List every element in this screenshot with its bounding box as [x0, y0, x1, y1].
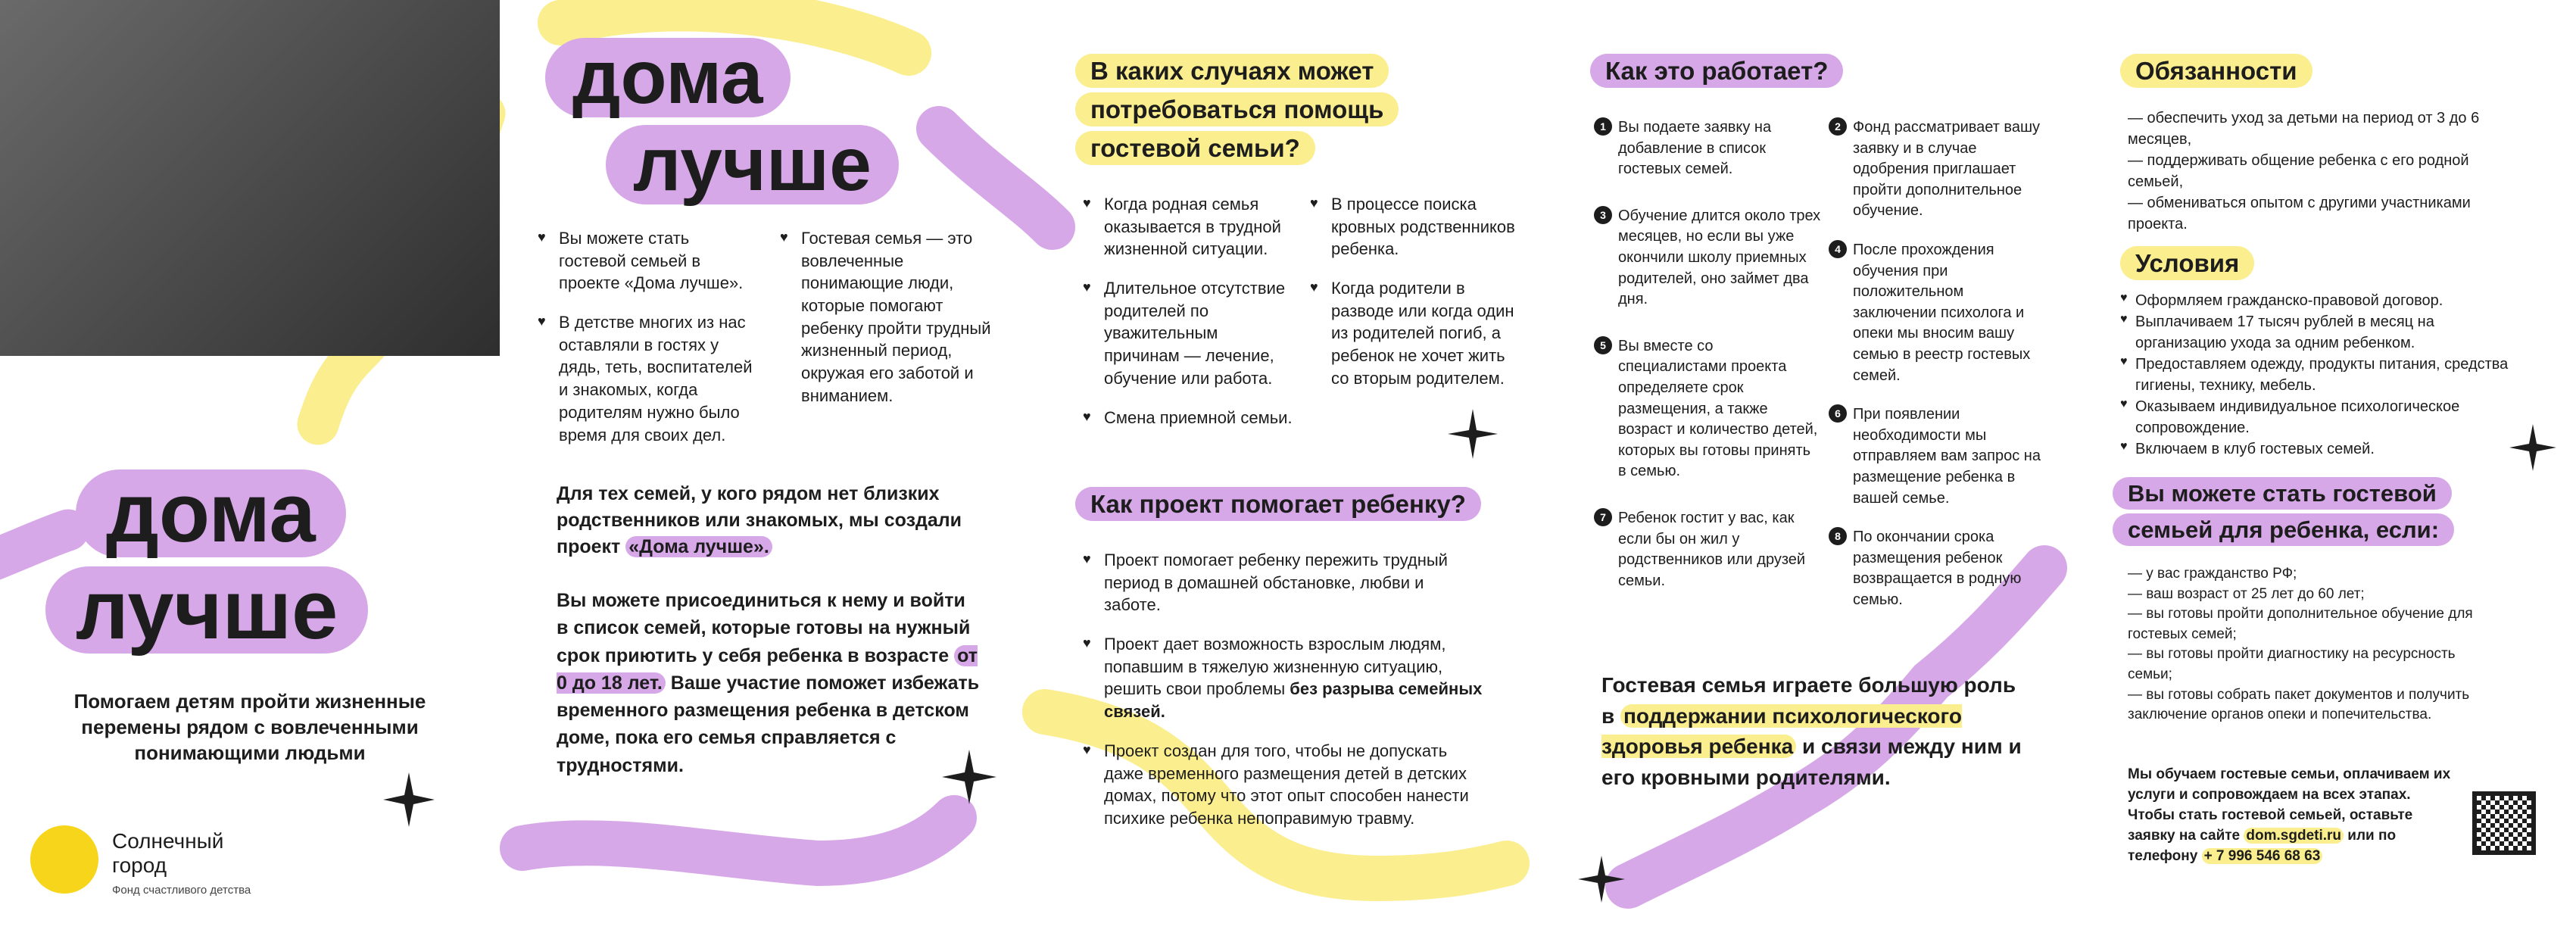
eligible-heading — [2113, 476, 2461, 548]
heart-icon: ♥ — [1310, 195, 1318, 211]
heart-icon: ♥ — [2120, 292, 2128, 304]
tagline: Помогаем детям пройти жизненные перемены рядом с вовлеченными понимающими людьми — [73, 690, 426, 764]
eligible-item: — вы готовы собрать пакет документов и получить заключение органов опеки и попечительства. — [2128, 686, 2470, 723]
duty-item: — обеспечить уход за детьми на период от 3 до 6 месяцев, — [2128, 110, 2480, 148]
case-item — [1083, 193, 1295, 260]
step-item — [1829, 117, 2041, 222]
help-text-bold: без разрыва семейных связей. — [1104, 679, 1483, 722]
sun-logo-icon — [30, 825, 98, 894]
intro-bold-2 — [557, 587, 981, 779]
case-text: В процессе поиска кровных родственников ребенка. — [1331, 195, 1515, 259]
intro-col-right — [780, 227, 1007, 424]
step-text: Вы вместе со специалистами проекта определяете срок размещения, а также возраст и количество детей, которых вы готовы принять в семью. — [1618, 337, 1818, 480]
intro-bold-1 — [557, 481, 981, 560]
brand-title-line2: лучше — [45, 566, 368, 654]
duty-item: — обмениваться опытом с другими участниками проекта. — [2128, 195, 2471, 232]
intro-bold2-highlight: от 0 до 18 лет. — [557, 644, 978, 694]
duty-item: — поддерживать общение ребенка с его родной семьей, — [2128, 152, 2469, 190]
conditions-heading — [2120, 244, 2254, 282]
how-heading-text: Как это работает? — [1590, 54, 1843, 88]
help-item — [1083, 549, 1484, 616]
case-item — [1083, 407, 1295, 429]
helps-heading — [1075, 485, 1499, 523]
org-subtitle: Фонд счастливого детства — [112, 884, 251, 897]
step-item — [1594, 117, 1821, 180]
heart-icon: ♥ — [1083, 279, 1091, 295]
heart-icon: ♥ — [2120, 398, 2128, 410]
step-item — [1829, 240, 2041, 386]
how-heading — [1590, 51, 1843, 90]
role-text-post: и связи между ним и его кровными родителями. — [1601, 735, 2022, 789]
step-text: После прохождения обучения при положительном заключении психолога и опеки мы вносим вашу семью в реестр гостевых семей. — [1853, 241, 2031, 384]
step-text: Фонд рассматривает вашу заявку и в случае одобрения приглашает пройти дополнительное обучение. — [1853, 119, 2041, 220]
intro-bold2-post: Ваше участие поможет избежать временного размещения ребенка в детском доме, пока его семья справляется с трудностями. — [557, 672, 980, 776]
eligible-heading-text: Вы можете стать гостевой семьей для ребенка, если: — [2113, 477, 2454, 546]
step-number: 1 — [1594, 117, 1612, 136]
role-highlight: поддержании психологического здоровья ребенка — [1601, 703, 1962, 759]
condition-text: Предоставляем одежду, продукты питания, средства гигиены, технику, мебель. — [2135, 356, 2509, 394]
step-text: Ребенок гостит у вас, как если бы он жил у родственников или друзей семьи. — [1618, 509, 1806, 589]
eligible-item: — вы готовы пройти дополнительное обучение для гостевых семей; — [2128, 606, 2473, 642]
steps-col-right — [1829, 117, 2041, 629]
heart-icon: ♥ — [1083, 195, 1091, 211]
step-number: 4 — [1829, 240, 1847, 258]
org-name-line2: город — [112, 853, 167, 878]
case-item — [1310, 193, 1522, 260]
contact-site-link[interactable]: dom.sgdeti.ru — [2244, 828, 2344, 844]
panel2-title-line1: дома — [545, 38, 791, 117]
duties-heading-text: Обязанности — [2120, 54, 2312, 88]
eligible-item: — вы готовы пройти диагностику на ресурсность семьи; — [2128, 646, 2456, 682]
step-number: 5 — [1594, 336, 1612, 354]
step-number: 7 — [1594, 508, 1612, 526]
eligible-item: — у вас гражданство РФ; — [2128, 566, 2297, 582]
helps-heading-text: Как проект помогает ребенку? — [1075, 487, 1481, 521]
step-text: По окончании срока размещения ребенок возвращается в родную семью. — [1853, 529, 2022, 608]
conditions-list — [2120, 290, 2514, 460]
case-text: Когда родная семья оказывается в трудной жизненной ситуации. — [1104, 195, 1281, 259]
help-item — [1083, 740, 1484, 830]
heart-icon: ♥ — [1310, 279, 1318, 295]
step-text: При появлении необходимости мы отправляем вам запрос на размещение ребенка в вашей семье. — [1853, 406, 2041, 507]
condition-text: Оказываем индивидуальное психологическое сопровождение. — [2135, 398, 2460, 436]
intro-p3: Гостевая семья — это вовлеченные понимающие люди, которые помогают ребенку пройти трудный жизненный период, окружая его заботой и вниманием. — [801, 229, 991, 405]
child-photo — [0, 0, 500, 356]
intro-item — [538, 227, 757, 295]
contact-text: Мы обучаем гостевые семьи, оплачиваем их услуги и сопровождаем на всех этапах. Чтобы стать гостевой семьей, оставьте заявку на сайте — [2128, 766, 2451, 844]
org-name-line1: Солнечный — [112, 829, 224, 853]
conditions-heading-text: Условия — [2120, 246, 2254, 280]
step-number: 6 — [1829, 404, 1847, 423]
intro-bold1-highlight: «Дома лучше». — [625, 536, 772, 557]
intro-p1: Вы можете стать гостевой семьей в проекте «Дома лучше». — [559, 229, 744, 293]
heart-icon: ♥ — [1083, 741, 1091, 757]
heart-icon: ♥ — [1083, 408, 1091, 424]
cases-col-left — [1083, 193, 1295, 445]
heart-icon: ♥ — [2120, 313, 2128, 326]
heart-icon: ♥ — [780, 229, 788, 245]
condition-text: Оформляем гражданско-правовой договор. — [2135, 292, 2443, 309]
case-text: Смена приемной семьи. — [1104, 407, 1293, 427]
step-text: Обучение длится около трех месяцев, но если вы уже окончили школу приемных родителей, оно займет два дня. — [1618, 207, 1821, 308]
brand-title-line1: дома — [76, 469, 346, 557]
intro-bold2-text: Вы можете присоединиться к нему и войти в список семей, которые готовы на нужный срок приютить у себя ребенка в возрасте — [557, 590, 971, 666]
step-item — [1594, 508, 1821, 591]
intro-item — [780, 227, 1007, 407]
heart-icon: ♥ — [2120, 355, 2128, 368]
case-text: Когда родители в разводе или когда один из родителей погиб, а ребенок не хочет жить со вторым родителем. — [1331, 279, 1514, 388]
panel2-title — [545, 35, 899, 207]
case-text: Длительное отсутствие родителей по уважительным причинам — лечение, обучение или работа. — [1104, 279, 1286, 388]
qr-code-icon[interactable] — [2472, 791, 2536, 855]
condition-item — [2120, 290, 2514, 311]
org-name — [112, 829, 251, 897]
contact-text-mid: или по телефону — [2128, 827, 2397, 864]
intro-p2: В детстве многих из нас оставляли в гостях у дядь, теть, воспитателей и знакомых, когда родителям нужно было время для своих дел. — [559, 313, 753, 445]
case-item — [1310, 277, 1522, 389]
step-item — [1829, 527, 2041, 610]
role-text: Гостевая семья играете большую роль в — [1601, 673, 2016, 728]
contact-block — [2128, 765, 2453, 867]
panel2-title-line2: лучше — [606, 125, 899, 204]
condition-text: Выплачиваем 17 тысяч рублей в месяц на организацию ухода за одним ребенком. — [2135, 314, 2434, 351]
step-item — [1594, 336, 1821, 482]
cases-heading — [1075, 51, 1424, 167]
duties-heading — [2120, 51, 2312, 90]
heart-icon: ♥ — [2120, 440, 2128, 453]
steps-col-left — [1594, 117, 1821, 610]
cases-col-right — [1310, 193, 1522, 407]
condition-item — [2120, 396, 2514, 438]
condition-item — [2120, 354, 2514, 396]
help-text: Проект помогает ребенку пережить трудный период в домашней обстановке, любви и заботе. — [1104, 551, 1448, 615]
heart-icon: ♥ — [538, 229, 546, 245]
step-number: 2 — [1829, 117, 1847, 136]
eligible-list — [2128, 564, 2484, 725]
intro-col-left — [538, 227, 757, 463]
step-item — [1829, 404, 2041, 509]
contact-phone-link[interactable]: + 7 996 546 68 63 — [2202, 848, 2323, 864]
intro-bold1-text: Для тех семей, у кого рядом нет близких родственников или знакомых, мы создали проект — [557, 483, 962, 557]
condition-item — [2120, 438, 2514, 460]
heart-icon: ♥ — [1083, 635, 1091, 651]
eligible-item: — ваш возраст от 25 лет до 60 лет; — [2128, 585, 2365, 602]
intro-item — [538, 311, 757, 446]
brand-title — [45, 466, 368, 657]
help-text: Проект создан для того, чтобы не допускать даже временного размещения детей в детских домах, потому что этот опыт способен нанести психике ребенка непоправимую травму. — [1104, 741, 1469, 828]
cases-heading-text: В каких случаях может потребоваться помощь гостевой семьи? — [1075, 54, 1399, 165]
heart-icon: ♥ — [538, 314, 546, 329]
step-number: 8 — [1829, 527, 1847, 545]
step-number: 3 — [1594, 206, 1612, 224]
help-item — [1083, 633, 1484, 723]
step-text: Вы подаете заявку на добавление в список гостевых семей. — [1618, 119, 1772, 178]
step-item — [1594, 206, 1821, 310]
help-text: Проект дает возможность взрослым людям, попавшим в тяжелую жизненную ситуацию, решить свои проблемы — [1104, 635, 1446, 699]
condition-item — [2120, 311, 2514, 354]
duties-list — [2128, 108, 2506, 235]
case-item — [1083, 277, 1295, 389]
role-statement — [1601, 670, 2026, 793]
heart-icon: ♥ — [1083, 551, 1091, 566]
helps-list — [1083, 549, 1484, 847]
condition-text: Включаем в клуб гостевых семей. — [2135, 441, 2375, 457]
